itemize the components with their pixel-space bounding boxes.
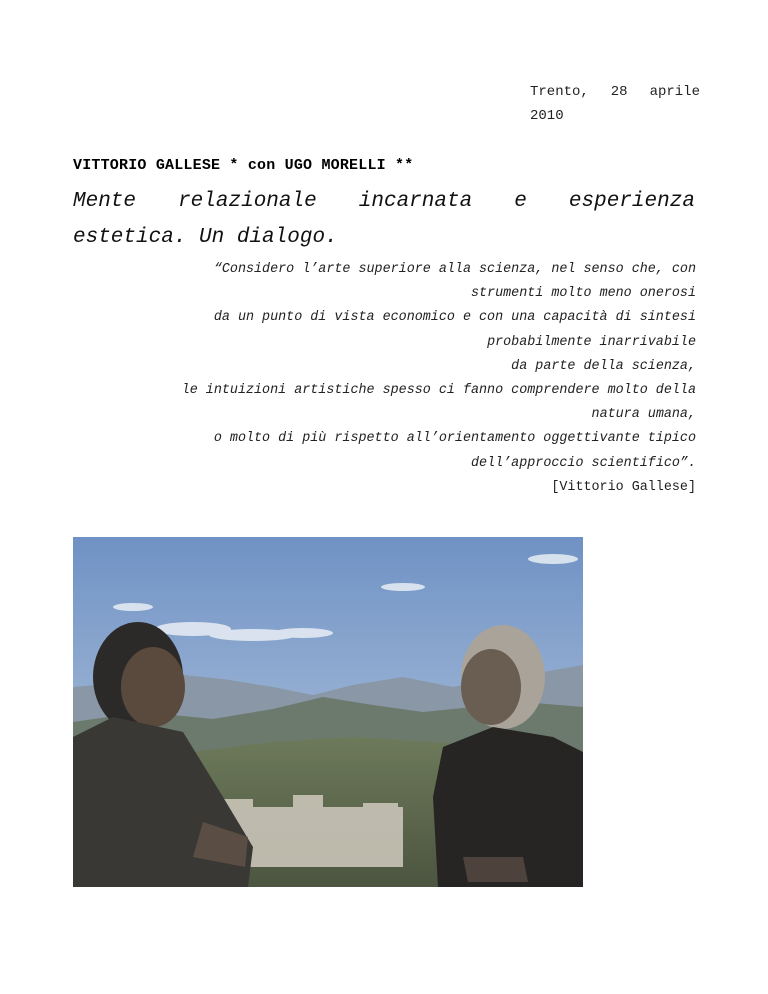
- photo-two-men-mountain-view: [73, 537, 583, 887]
- photo-illustration: [73, 537, 583, 887]
- title-word: incarnata: [358, 190, 473, 213]
- title-word: e: [514, 190, 527, 213]
- dateline-day: 28: [610, 84, 628, 100]
- title-word: esperienza: [568, 190, 695, 213]
- quote-line: dell’approccio scientifico”.: [471, 455, 696, 471]
- dateline-year: 2010: [530, 108, 564, 124]
- epigraph-quote: [70, 258, 696, 500]
- dateline-city: Trento,: [530, 84, 589, 100]
- quote-line: le intuizioni artistiche spesso ci fanno comprendere molto della: [181, 383, 696, 399]
- quote-line: strumenti molto meno onerosi: [471, 286, 696, 302]
- quote-line: da parte della scienza,: [511, 358, 696, 374]
- title-word: Mente: [73, 190, 137, 213]
- title-line-2: estetica. Un dialogo.: [73, 226, 338, 249]
- title-word: relazionale: [178, 190, 317, 213]
- authors-heading: VITTORIO GALLESE * con UGO MORELLI **: [73, 157, 414, 174]
- dateline-month: aprile: [649, 84, 700, 100]
- quote-line: natura umana,: [591, 407, 696, 423]
- dateline: [530, 80, 700, 128]
- quote-line: o molto di più rispetto all’orientamento oggettivante tipico: [213, 431, 696, 447]
- quote-line: probabilmente inarrivabile: [487, 334, 696, 350]
- article-title: [73, 184, 695, 256]
- title-line-1: [73, 184, 695, 220]
- quote-attribution: [Vittorio Gallese]: [551, 479, 696, 495]
- quote-line: “Considero l’arte superiore alla scienza, nel senso che, con: [213, 262, 696, 277]
- quote-line: da un punto di vista economico e con una capacità di sintesi: [213, 310, 696, 326]
